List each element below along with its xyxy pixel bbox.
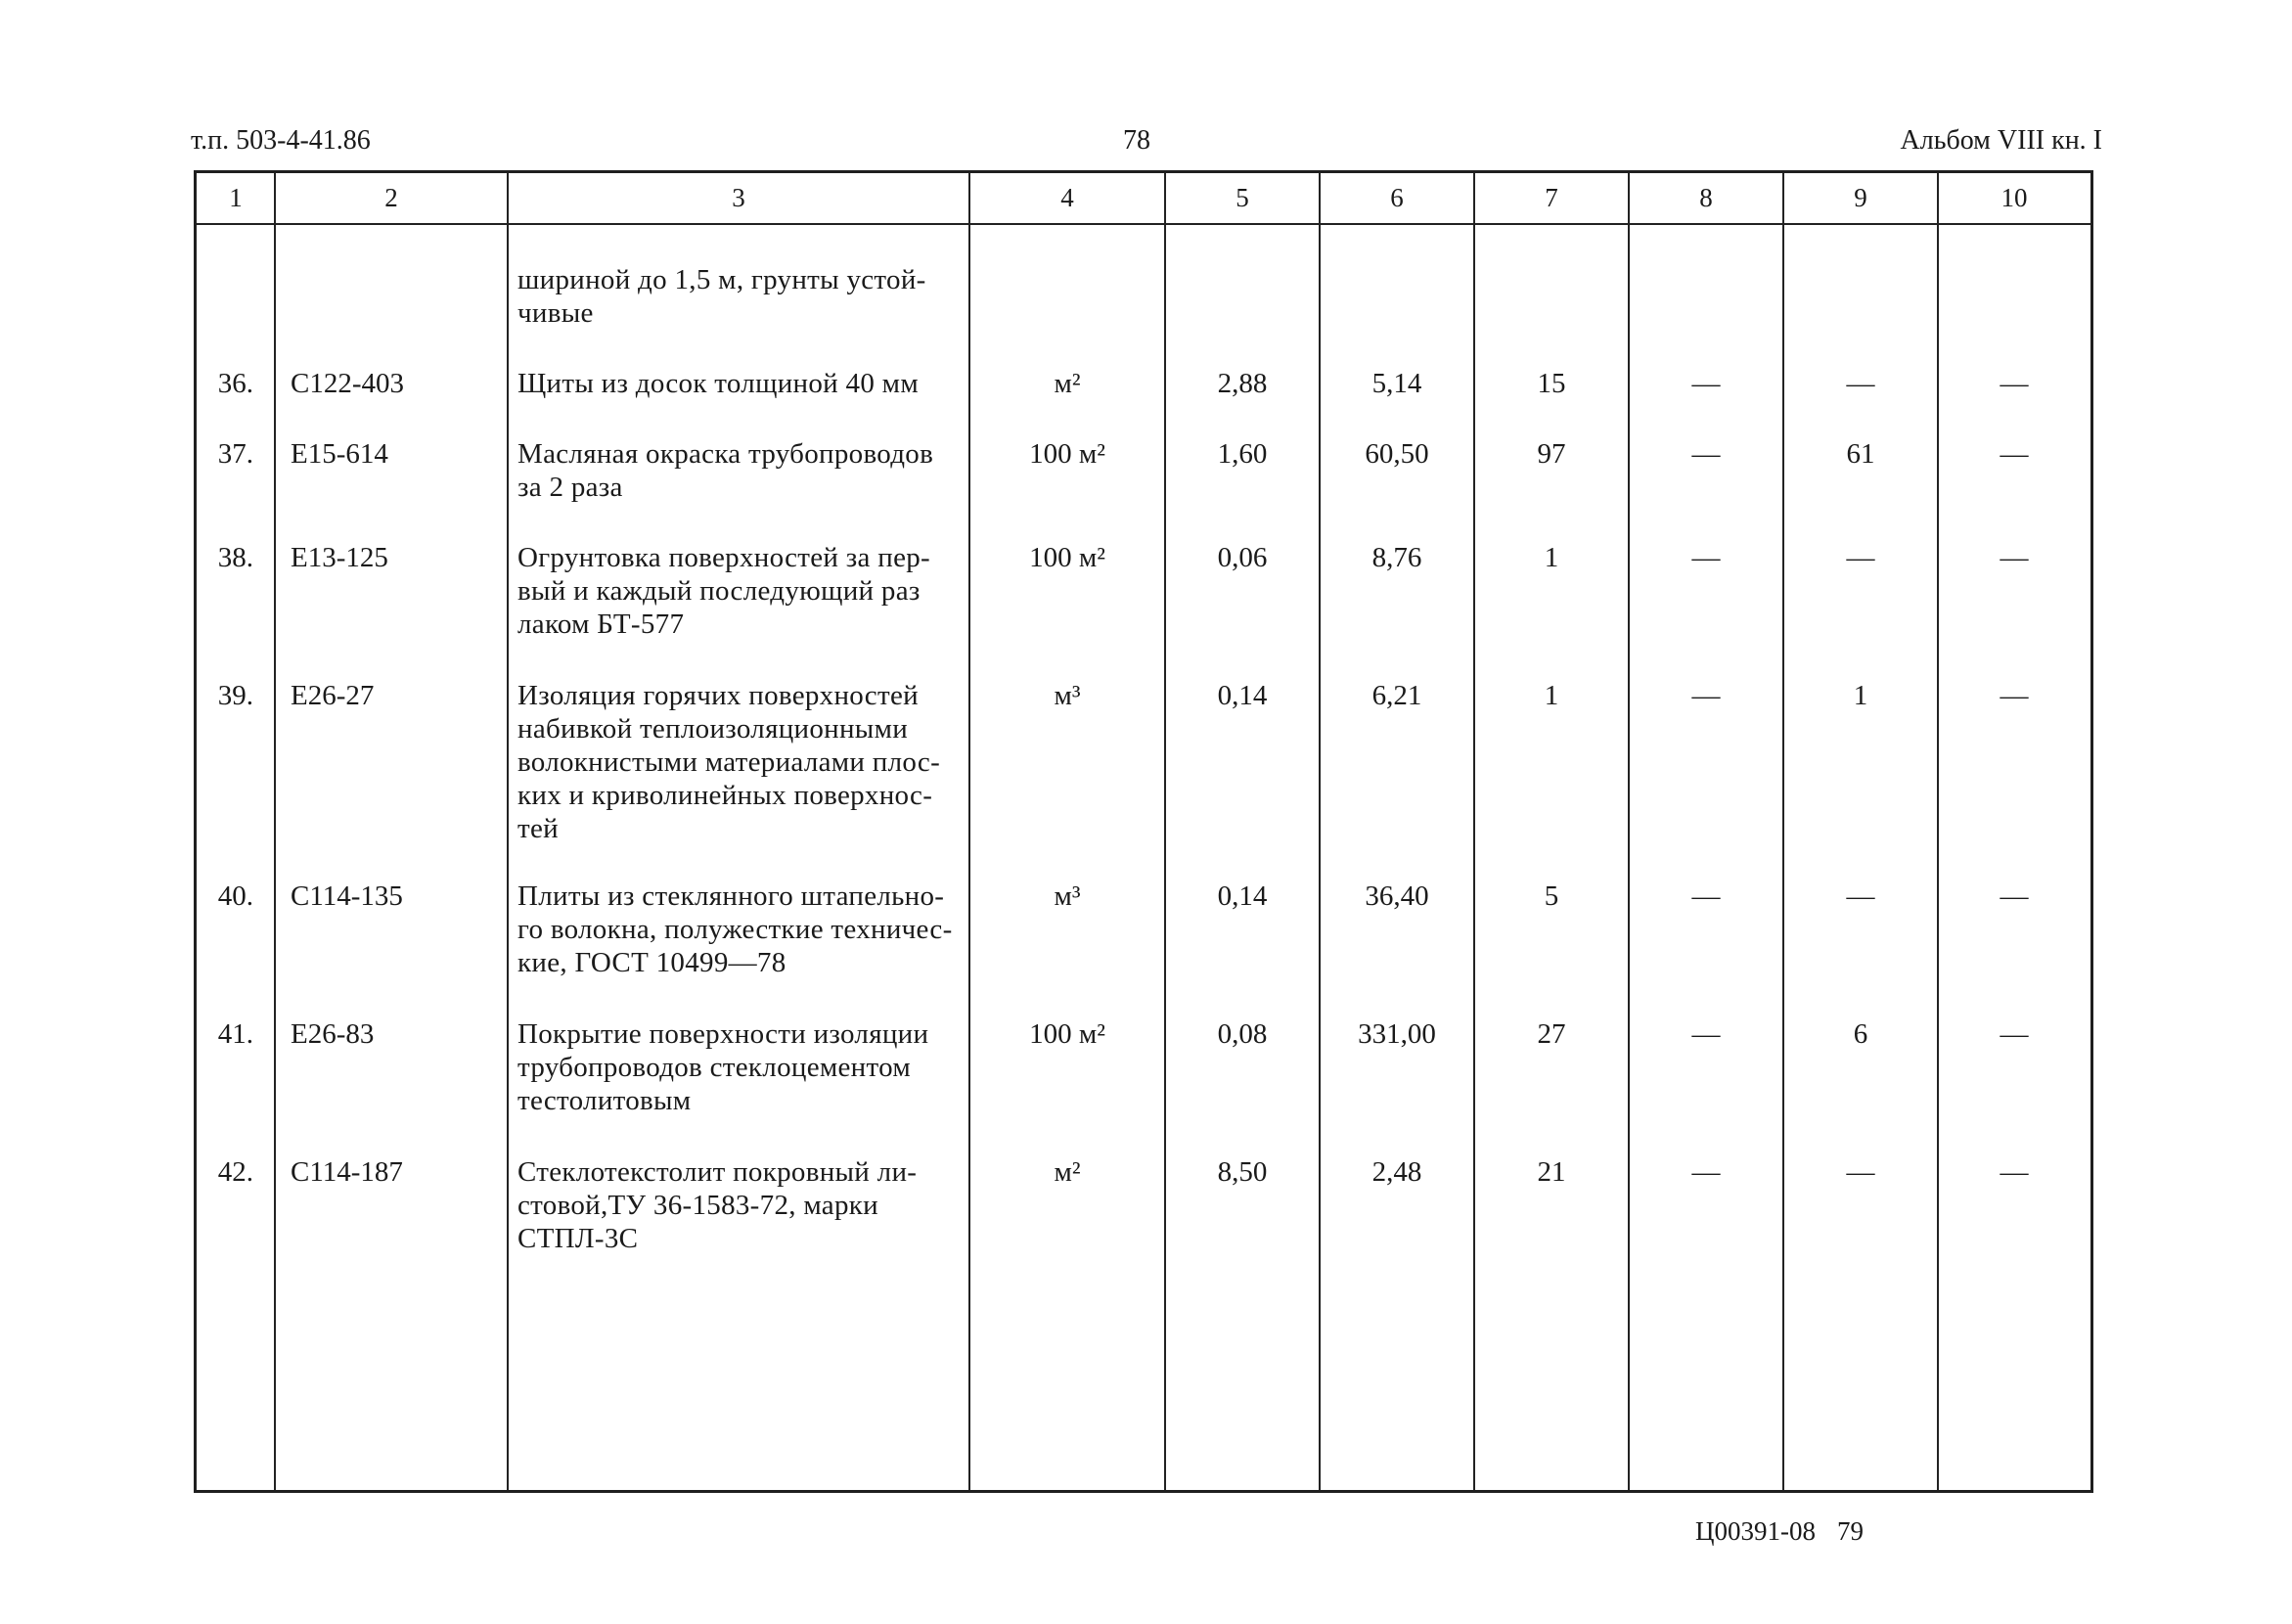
description-line: Масляная окраска трубопроводов [517,438,934,470]
continuation-text [517,263,962,330]
value-c5: 0,08 [1217,1018,1268,1050]
row-number: 36. [217,368,253,399]
unit-of-measure: 100 м² [1029,438,1105,470]
rate-code: Е15-614 [291,438,388,470]
value-c5: 0,14 [1217,880,1268,912]
description-line: чивые [517,297,594,329]
footer-page: 79 [1837,1516,1864,1546]
work-description [517,1155,962,1255]
work-description [517,1017,962,1117]
value-c6: 6,21 [1371,680,1422,711]
description-line: Стеклотекстолит покровный ли- [517,1156,918,1188]
value-c9: 61 [1846,438,1875,470]
value-c10: — [2000,680,2029,711]
rate-code: Е13-125 [291,542,388,573]
value-c7: 5 [1544,880,1559,912]
column-header: 7 [1545,183,1558,212]
column-header: 9 [1854,183,1867,212]
rate-code: С114-135 [291,880,403,912]
description-line: Щиты из досок толщиной 40 мм [517,368,919,399]
value-c7: 1 [1544,680,1559,711]
value-c8: — [1691,368,1721,399]
description-line: Покрытие поверхности изоляции [517,1018,929,1050]
column-header: 3 [732,183,745,212]
value-c7: 15 [1537,368,1566,399]
value-c7: 27 [1537,1018,1566,1050]
row-number: 38. [217,542,253,573]
column-header: 10 [2000,183,2028,212]
value-c10: — [2000,542,2029,573]
value-c6: 2,48 [1371,1156,1422,1188]
description-line: стовой,ТУ 36-1583-72, марки [517,1190,878,1221]
unit-of-measure: м³ [1054,880,1081,912]
description-line: вый и каждый последующий раз [517,575,921,607]
value-c9: 6 [1853,1018,1868,1050]
rate-code: С122-403 [291,368,404,399]
rate-code: С114-187 [291,1156,403,1188]
description-line: волокнистыми материалами плос- [517,746,941,778]
description-line: тей [517,813,559,844]
value-c10: — [2000,438,2029,470]
value-c9: — [1846,542,1875,573]
value-c7: 1 [1544,542,1559,573]
description-line: за 2 раза [517,472,623,503]
row-number: 39. [217,680,253,711]
value-c10: — [2000,880,2029,912]
value-c8: — [1691,1018,1721,1050]
description-line: Огрунтовка поверхностей за пер- [517,542,930,573]
value-c6: 5,14 [1371,368,1422,399]
value-c5: 0,06 [1217,542,1268,573]
value-c5: 0,14 [1217,680,1268,711]
row-number: 41. [217,1018,253,1050]
column-header: 6 [1390,183,1404,212]
description-line: лаком БТ-577 [517,609,685,640]
value-c9: — [1846,1156,1875,1188]
value-c9: — [1846,880,1875,912]
footer [1695,1513,1885,1549]
document-designation: т.п. 503-4-41.86 [191,125,371,156]
description-line: тестолитовым [517,1085,692,1116]
value-c5: 8,50 [1217,1156,1268,1188]
column-header: 8 [1699,183,1713,212]
value-c9: 1 [1853,680,1868,711]
row-number: 42. [217,1156,253,1188]
description-line: шириной до 1,5 м, грунты устой- [517,264,926,295]
work-description [517,679,962,845]
column-header: 4 [1060,183,1074,212]
value-c9: — [1846,368,1875,399]
header-divider [197,223,2090,225]
row-number: 37. [217,438,253,470]
value-c6: 36,40 [1365,880,1429,912]
value-c6: 8,76 [1371,542,1422,573]
unit-of-measure: м² [1054,368,1081,399]
rate-code: Е26-27 [291,680,375,711]
unit-of-measure: 100 м² [1029,1018,1105,1050]
work-description [517,367,962,400]
column-header: 5 [1236,183,1249,212]
album-label: Альбом VIII кн. I [1900,125,2102,156]
value-c5: 1,60 [1217,438,1268,470]
value-c8: — [1691,542,1721,573]
value-c8: — [1691,880,1721,912]
value-c7: 21 [1537,1156,1566,1188]
description-line: трубопроводов стеклоцементом [517,1052,911,1083]
value-c8: — [1691,1156,1721,1188]
value-c10: — [2000,368,2029,399]
value-c10: — [2000,1156,2029,1188]
value-c7: 97 [1537,438,1566,470]
value-c6: 60,50 [1365,438,1429,470]
column-divider [507,173,509,1490]
description-line: СТПЛ-3С [517,1223,639,1254]
value-c10: — [2000,1018,2029,1050]
description-line: кие, ГОСТ 10499—78 [517,947,786,978]
work-description [517,437,962,504]
value-c8: — [1691,680,1721,711]
row-number: 40. [217,880,253,912]
value-c8: — [1691,438,1721,470]
work-description [517,541,962,641]
column-divider [274,173,276,1490]
description-line: ких и криволинейных поверхнос- [517,780,933,811]
column-header: 2 [384,183,398,212]
description-line: набивкой теплоизоляционными [517,713,909,744]
description-line: го волокна, полужесткие техничес- [517,914,953,945]
estimate-table [194,170,2093,1493]
footer-code: Ц00391-08 [1695,1516,1816,1546]
work-description [517,880,962,979]
column-header: 1 [229,183,243,212]
rate-code: Е26-83 [291,1018,375,1050]
value-c5: 2,88 [1217,368,1268,399]
value-c6: 331,00 [1358,1018,1436,1050]
description-line: Плиты из стеклянного штапельно- [517,880,945,912]
unit-of-measure: м² [1054,1156,1081,1188]
page-number: 78 [1123,125,1150,156]
description-line: Изоляция горячих поверхностей [517,680,919,711]
unit-of-measure: 100 м² [1029,542,1105,573]
unit-of-measure: м³ [1054,680,1081,711]
